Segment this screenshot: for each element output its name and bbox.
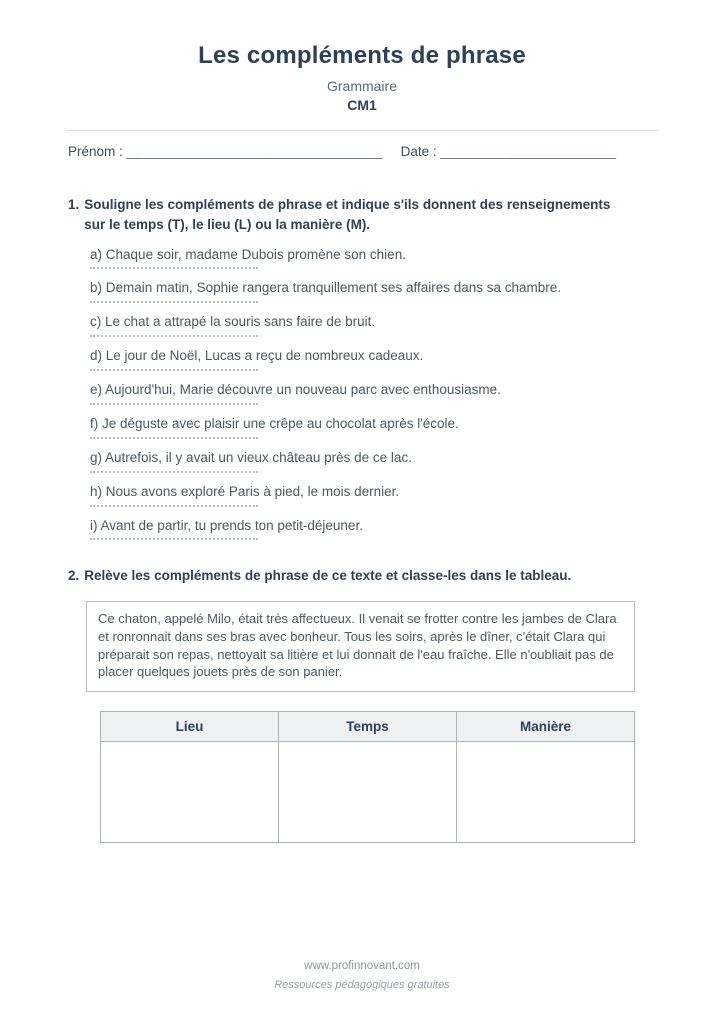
item-label: d) [90,348,103,364]
exercise2-instruction: Relève les compléments de phrase de ce texte et classe-les dans le tableau. [84,568,572,584]
list-item [90,280,664,303]
item-label: c) [90,314,102,330]
header-divider [66,130,658,131]
item-sentence [90,280,664,297]
item-sentence [90,518,664,535]
document-header [0,0,724,113]
item-text: Autrefois, il y avait un vieux château près de ce lac. [105,449,412,465]
answer-dotted-line [90,437,258,439]
table-cell-temps [279,742,457,843]
subject-label: Grammaire [326,78,397,94]
item-sentence [90,382,664,399]
item-text: Le jour de Noël, Lucas a reçu de nombreux cadeaux. [105,348,424,364]
table-header-row [101,712,635,742]
item-label: h) [90,483,103,499]
footer-tagline: Ressources pédagogiques gratuites [274,979,450,991]
item-label: b) [90,280,103,296]
item-text: Avant de partir, tu prends ton petit-déjeuner. [100,517,363,533]
table-cell-lieu [101,742,279,843]
list-item [90,314,664,337]
list-item [90,382,664,405]
table-header-maniere: Manière [457,712,635,742]
item-label: f) [90,415,99,431]
date-blank-line: ______________________ [440,144,617,159]
exercise1-instruction: Souligne les compléments de phrase et indique s'ils donnent des renseignements sur le temps (T), le lieu (L) ou la manière (M). [84,197,611,233]
table-header-lieu: Lieu [101,712,279,742]
first-name-label: Prénom : [68,144,123,159]
list-item [90,416,664,439]
answer-dotted-line [90,471,258,473]
exercise2-heading [68,566,664,586]
list-item [90,518,664,541]
item-text: Chaque soir, madame Dubois promène son chien. [105,246,406,262]
exercise2-number: 2. [68,568,80,584]
answer-dotted-line [90,505,258,507]
list-item [90,247,664,270]
date-label: Date : [400,144,437,159]
item-label: g) [90,449,103,465]
item-text: Je déguste avec plaisir une crêpe au chocolat après l'école. [102,415,459,431]
answer-dotted-line [90,403,258,405]
answer-dotted-line [90,369,258,371]
item-label: a) [90,246,103,262]
item-text: Le chat a attrapé la souris sans faire de bruit. [105,314,376,330]
item-text: Nous avons exploré Paris à pied, le mois dernier. [105,483,400,499]
answer-dotted-line [90,301,258,303]
item-label: i) [90,517,98,533]
exercise1-number: 1. [68,197,80,212]
exercise1-items [90,247,664,541]
list-item [90,484,664,507]
identity-row [68,144,656,159]
answer-dotted-line [90,538,258,540]
table-cell-maniere [457,742,635,843]
level-label: CM1 [347,97,377,113]
classification-table [100,711,635,843]
answer-dotted-line [90,267,258,269]
item-sentence [90,450,664,467]
table-header-temps: Temps [279,712,457,742]
item-text: Aujourd'hui, Marie découvre un nouveau parc avec enthousiasme. [105,382,501,397]
answer-dotted-line [90,335,258,337]
table-row [101,742,635,843]
item-sentence [90,416,664,433]
first-name-blank-line: ________________________________ [126,144,383,159]
item-sentence [90,348,664,365]
list-item [90,450,664,473]
source-text-box: Ce chaton, appelé Milo, était très affectueux. Il venait se frotter contre les jambes de Clara et ronronnait dans ses bras avec bonheur. Tous les soirs, après le dîner, c'était Clara qui préparait son repas, nettoyait sa litière et lui donnait de l'eau fraîche. Elle n'oubliait pas de placer quelques jouets près de son panier. [86,601,635,693]
list-item [90,348,664,371]
item-sentence [90,314,664,331]
footer-website: www.profinnovant.com [304,960,420,972]
item-text: Demain matin, Sophie rangera tranquillement ses affaires dans sa chambre. [105,280,562,296]
exercise1-heading [68,195,664,236]
item-sentence [90,247,664,264]
page-title: Les compléments de phrase [198,42,526,69]
item-sentence [90,484,664,501]
item-label: e) [90,382,103,397]
document-footer [0,960,724,991]
